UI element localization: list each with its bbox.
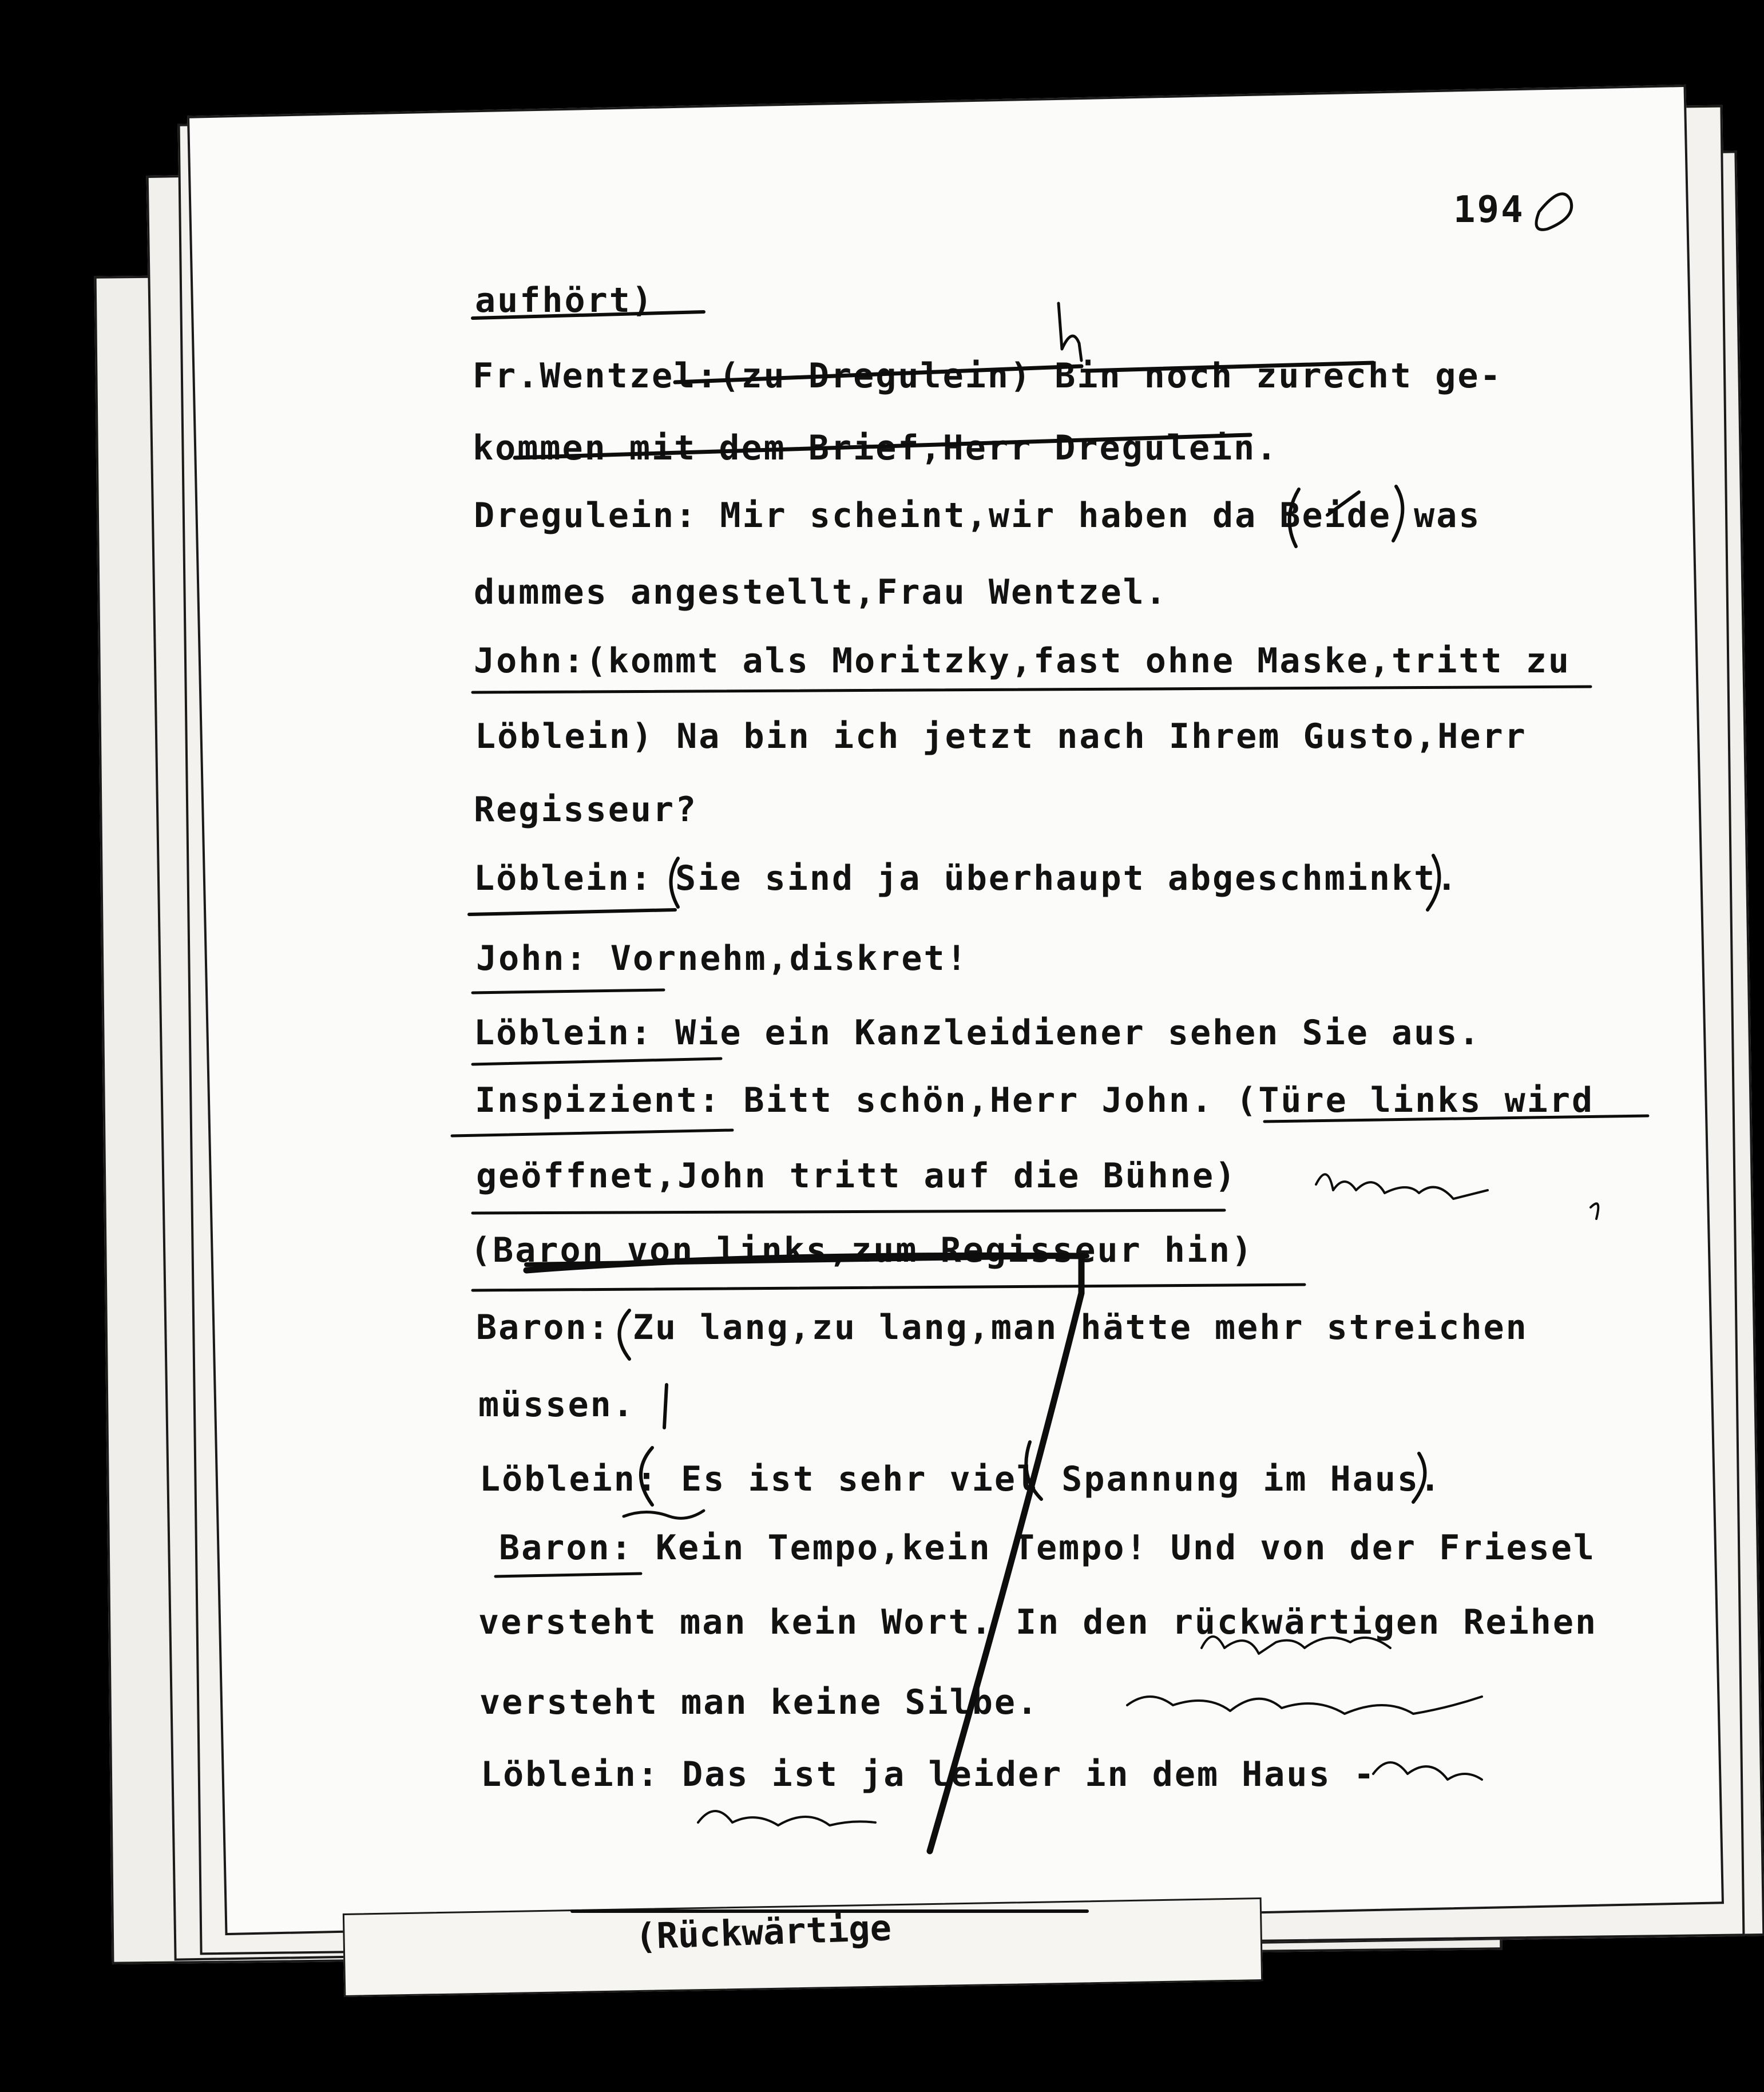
script-line: geöffnet,John tritt auf die Bühne) [476,1156,1238,1196]
script-line: kommen mit dem Brief,Herr Dregulein. [473,428,1279,468]
script-line: Fr.Wentzel:(zu Dregulein) Bin noch zurecht ge- [473,356,1503,396]
script-line: Inspizient: Bitt schön,Herr John. (Türe links wird [475,1080,1595,1120]
script-line: versteht man kein Wort. In den rückwärtigen Reihen [478,1602,1598,1642]
script-line: John:(kommt als Moritzky,fast ohne Maske,tritt zu [474,641,1571,681]
script-line: Löblein) Na bin ich jetzt nach Ihrem Gusto,Herr [475,716,1527,756]
script-line: Löblein: Es ist sehr viel Spannung im Haus. [479,1459,1442,1499]
script-line: Regisseur? [474,790,698,830]
script-line: Baron: Zu lang,zu lang,man hätte mehr streichen [476,1308,1528,1348]
underlying-sheet-text: (Rückwärtige [634,1907,893,1958]
script-line: (Baron von links,zum Regisseur hin) [470,1230,1254,1270]
script-line: John: Vornehm,diskret! [476,938,969,978]
script-line: Dregulein: Mir scheint,wir haben da Beide was [474,496,1481,536]
script-line: Löblein: Das ist ja leider in dem Haus - [481,1754,1376,1794]
script-line: dummes angestellt,Frau Wentzel. [474,572,1168,612]
script-line: Löblein: Wie ein Kanzleidiener sehen Sie aus. [474,1013,1481,1053]
script-line: Baron: Kein Tempo,kein Tempo! Und von der Friesel [499,1528,1596,1568]
page-number: 194 [1453,189,1525,231]
script-line: Löblein: Sie sind ja überhaupt abgeschminkt. [474,858,1459,898]
script-line: aufhört) [475,280,654,320]
script-line: müssen. [478,1385,635,1425]
script-line: versteht man keine Silbe. [479,1682,1040,1722]
